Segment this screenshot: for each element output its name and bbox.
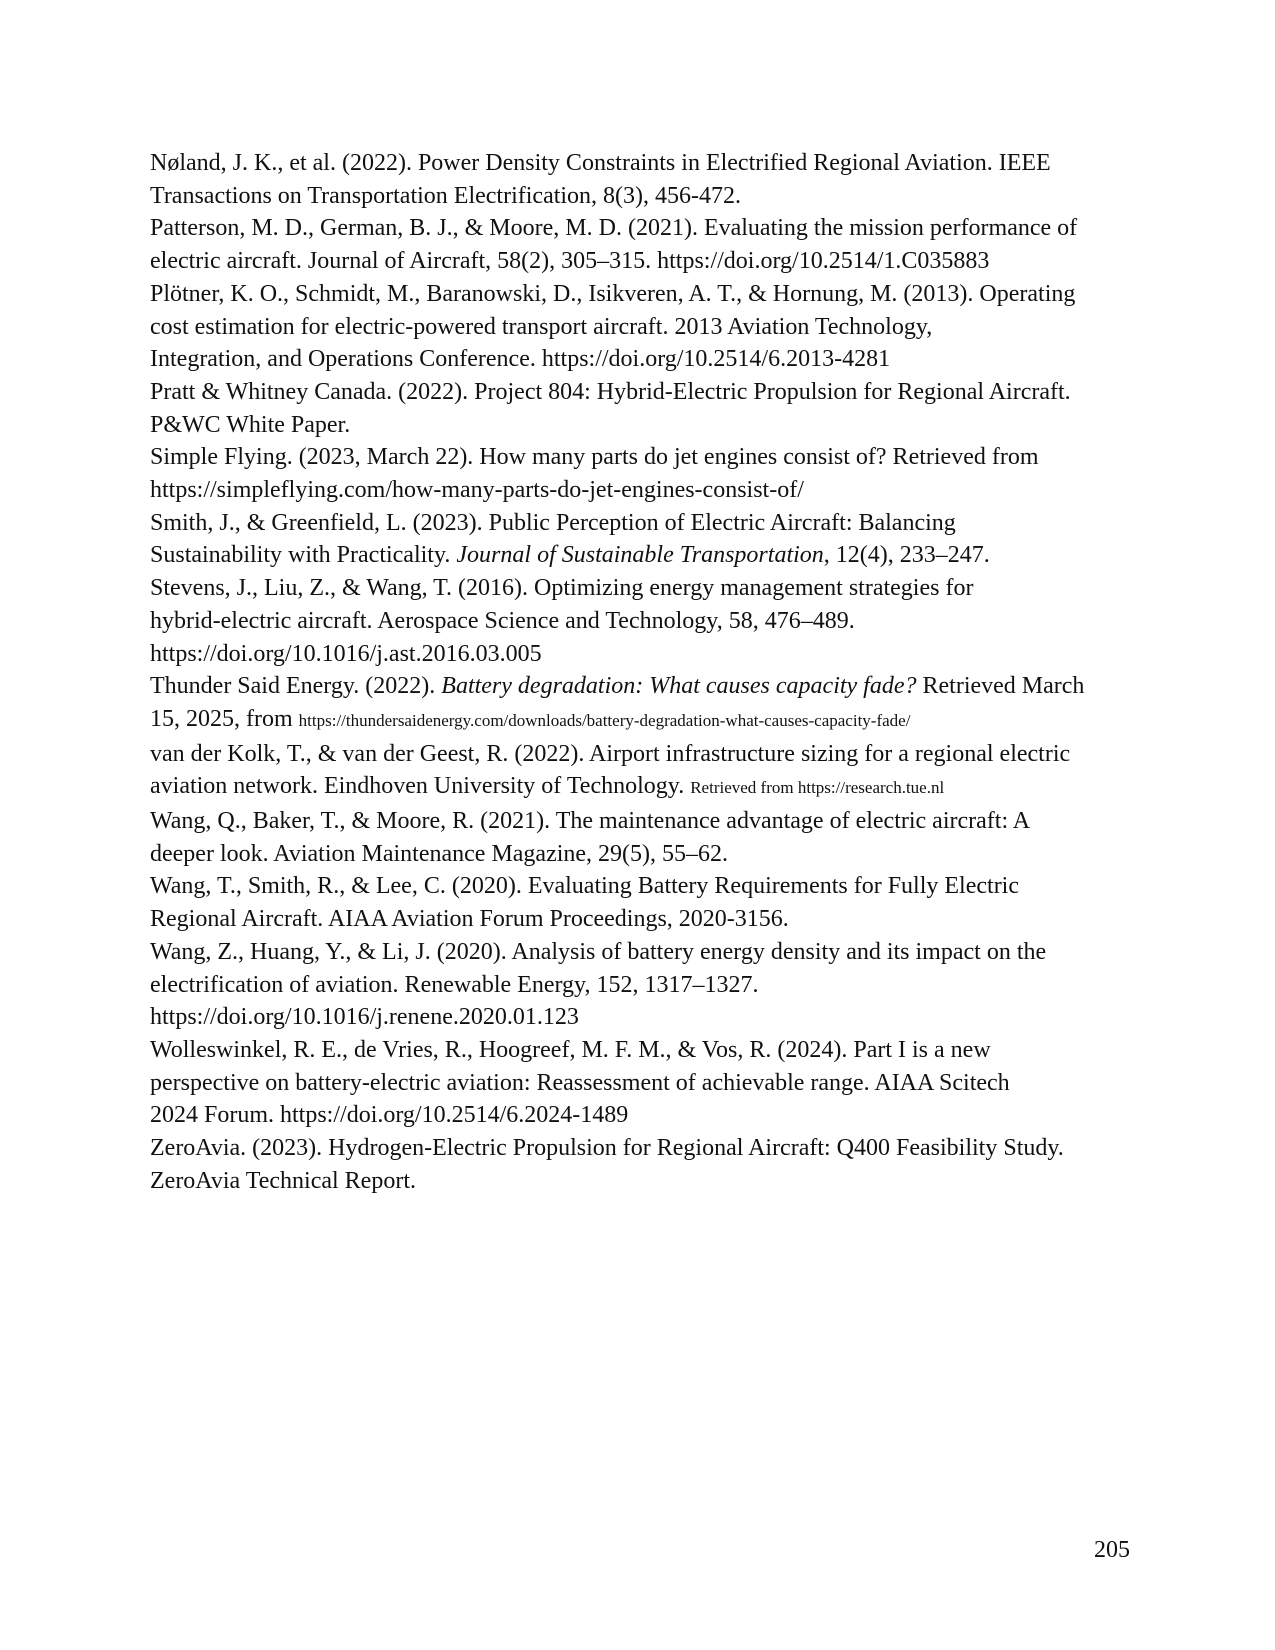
- reference-entry: [150, 147, 1130, 212]
- reference-entry: [150, 507, 1130, 572]
- reference-line: hybrid-electric aircraft. Aerospace Science and Technology, 58, 476–489.: [150, 607, 855, 634]
- reference-line: van der Kolk, T., & van der Geest, R. (2022). Airport infrastructure sizing for a regional electric: [150, 740, 1071, 767]
- reference-list: [150, 147, 1130, 1198]
- reference-line: Wang, T., Smith, R., & Lee, C. (2020). Evaluating Battery Requirements for Fully Electric: [150, 873, 1020, 900]
- reference-entry: [150, 1132, 1130, 1197]
- reference-line: ZeroAvia. (2023). Hydrogen-Electric Propulsion for Regional Aircraft: Q400 Feasibility Study.: [150, 1135, 1064, 1162]
- reference-entry: [150, 670, 1130, 737]
- reference-line: electric aircraft. Journal of Aircraft, 58(2), 305–315. https://doi.org/10.2514/1.C035883: [150, 248, 990, 275]
- reference-line: Transactions on Transportation Electrification, 8(3), 456-472.: [150, 182, 742, 209]
- reference-line: [150, 703, 1130, 738]
- reference-line: 2024 Forum. https://doi.org/10.2514/6.2024-1489: [150, 1102, 629, 1129]
- reference-url: Retrieved from https://research.tue.nl: [690, 778, 945, 798]
- reference-url: https://thundersaidenergy.com/downloads/battery-degradation-what-causes-capacity-fade/: [298, 710, 911, 730]
- reference-line: https://doi.org/10.1016/j.ast.2016.03.005: [150, 640, 542, 667]
- reference-line: [150, 539, 1130, 572]
- page-number: 205: [1094, 1537, 1130, 1563]
- reference-line: deeper look. Aviation Maintenance Magazine, 29(5), 55–62.: [150, 840, 729, 867]
- reference-entry: [150, 936, 1130, 1034]
- reference-line: Wolleswinkel, R. E., de Vries, R., Hoogreef, M. F. M., & Vos, R. (2024). Part I is a new: [150, 1036, 991, 1063]
- reference-line: cost estimation for electric-powered transport aircraft. 2013 Aviation Technology,: [150, 313, 933, 340]
- reference-entry: [150, 376, 1130, 441]
- reference-entry: [150, 441, 1130, 506]
- reference-line: Stevens, J., Liu, Z., & Wang, T. (2016). Optimizing energy management strategies for: [150, 575, 974, 602]
- reference-entry: [150, 870, 1130, 935]
- reference-line: https://simpleflying.com/how-many-parts-do-jet-engines-consist-of/: [150, 477, 804, 504]
- reference-text: Retrieved March: [916, 673, 1085, 700]
- reference-line: [150, 670, 1130, 703]
- reference-line: Patterson, M. D., German, B. J., & Moore, M. D. (2021). Evaluating the mission performance of: [150, 215, 1078, 242]
- journal-title: Journal of Sustainable Transportation: [456, 542, 824, 569]
- reference-entry: [150, 738, 1130, 805]
- reference-line: Regional Aircraft. AIAA Aviation Forum Proceedings, 2020-3156.: [150, 906, 789, 933]
- reference-line: ZeroAvia Technical Report.: [150, 1167, 416, 1194]
- reference-line: Plötner, K. O., Schmidt, M., Baranowski, D., Isikveren, A. T., & Hornung, M. (2013). Operating: [150, 280, 1076, 307]
- reference-line: [150, 770, 1130, 805]
- reference-text: , 12(4), 233–247.: [823, 542, 990, 569]
- reference-entry: [150, 212, 1130, 277]
- reference-line: P&WC White Paper.: [150, 411, 351, 438]
- reference-line: Integration, and Operations Conference. https://doi.org/10.2514/6.2013-4281: [150, 346, 891, 373]
- reference-line: Smith, J., & Greenfield, L. (2023). Public Perception of Electric Aircraft: Balancing: [150, 509, 956, 536]
- reference-line: Wang, Z., Huang, Y., & Li, J. (2020). Analysis of battery energy density and its impact on the: [150, 938, 1047, 965]
- article-title: Battery degradation: What causes capacity fade?: [441, 673, 917, 700]
- reference-line: Nøland, J. K., et al. (2022). Power Density Constraints in Electrified Regional Aviation. IEEE: [150, 150, 1051, 176]
- reference-entry: [150, 278, 1130, 376]
- reference-line: Simple Flying. (2023, March 22). How many parts do jet engines consist of? Retrieved from: [150, 444, 1039, 471]
- reference-text: Thunder Said Energy. (2022).: [150, 673, 442, 700]
- reference-text: 15, 2025, from: [150, 705, 299, 732]
- reference-entry: [150, 1034, 1130, 1132]
- reference-line: electrification of aviation. Renewable Energy, 152, 1317–1327.: [150, 971, 759, 998]
- reference-line: https://doi.org/10.1016/j.renene.2020.01.123: [150, 1004, 579, 1031]
- reference-line: perspective on battery-electric aviation: Reassessment of achievable range. AIAA Scitech: [150, 1069, 1010, 1096]
- reference-text: aviation network. Eindhoven University of Technology.: [150, 773, 691, 800]
- reference-line: Wang, Q., Baker, T., & Moore, R. (2021). The maintenance advantage of electric aircraft: A: [150, 808, 1031, 835]
- reference-text: Sustainability with Practicality.: [150, 542, 457, 569]
- reference-line: Pratt & Whitney Canada. (2022). Project 804: Hybrid-Electric Propulsion for Regional Aircraft.: [150, 378, 1071, 405]
- reference-entry: [150, 572, 1130, 670]
- reference-entry: [150, 805, 1130, 870]
